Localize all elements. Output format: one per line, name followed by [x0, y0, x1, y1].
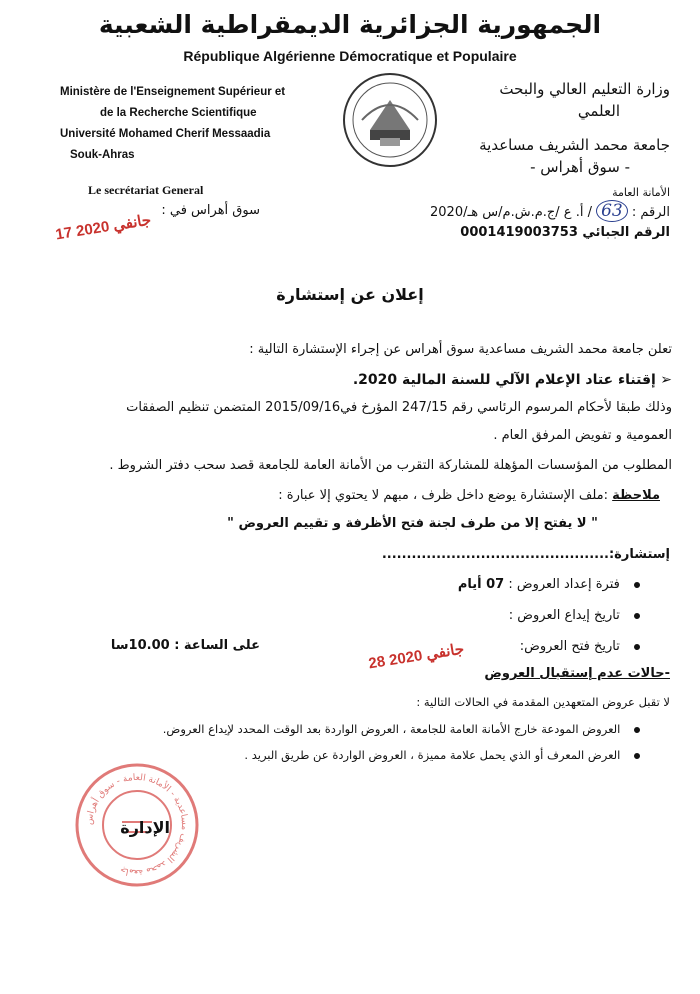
ministry-ar-line-2: العلمي [577, 102, 620, 120]
subject-text: إقتناء عتاد الإعلام الآلي للسنة المالية 2020. [352, 372, 656, 388]
subject-line [80, 372, 682, 388]
reference-line [370, 201, 670, 221]
rejection-intro: لا تقبل عروض المتعهدين المقدمة في الحالات التالية : [416, 695, 670, 709]
opening-time: على الساعة : 10.00سا [110, 638, 260, 653]
secretariat-fr: Le secrétariat General [88, 183, 204, 197]
envelope-phrase: " لا يفتح إلا من طرف لجنة فتح الأظرفة و تقييم العروض " [227, 516, 598, 531]
ministry-fr-line-2: de la Recherche Scientifique [100, 107, 257, 119]
note-label: ملاحظة [612, 488, 660, 503]
tax-id-line [370, 225, 670, 240]
period-label: تاريخ فتح العروض: [519, 639, 620, 654]
period-value: 07 أيام [457, 577, 505, 592]
period-label: فترة إعداد العروض : [504, 577, 620, 592]
rejection-case-1 [120, 722, 640, 736]
period-item-1 [300, 577, 640, 592]
republic-title-fr: République Algérienne Démocratique et Populaire [183, 48, 517, 64]
rejection-case-text: العروض المودعة خارج الأمانة العامة للجامعة ، العروض الواردة بعد الوقت المحدد لإيداع العروض. [162, 722, 621, 736]
legal-reference-2: العمومية و تفويض المرفق العام . [493, 428, 672, 443]
bullet-icon [634, 613, 640, 619]
arrow-bullet-icon: ➢ [655, 372, 672, 388]
city-ar: - سوق أهراس - [530, 158, 630, 176]
tax-id-label: الرقم الجبائي [582, 225, 670, 240]
reference-number: 63 [596, 200, 628, 222]
university-fr: Université Mohamed Cherif Messaadia [60, 128, 271, 140]
request-text: المطلوب من المؤسسات المؤهلة للمشاركة التقرب من الأمانة العامة للجامعة قصد سحب دفتر الشروط . [109, 458, 672, 473]
date-stamp-top: 17 جانفي 2020 [54, 211, 153, 244]
announcement-title: إعلان عن إستشارة [276, 285, 424, 304]
signature-label: الإدارة [120, 818, 170, 837]
bullet-icon [634, 582, 640, 588]
university-logo [340, 70, 440, 170]
note-line [70, 488, 660, 503]
consultation-line: إستشارة:.............................................. [381, 547, 670, 562]
ministry-block-fr [60, 82, 320, 166]
secretariat-ar: الأمانة العامة [612, 186, 670, 199]
bullet-icon [634, 753, 640, 759]
legal-reference-1: وذلك طبقا لأحكام المرسوم الرئاسي رقم 247/15 المؤرخ في2015/09/16 المتضمن تنظيم الصفقات [126, 400, 672, 415]
bullet-icon [634, 727, 640, 733]
note-text: :ملف الإستشارة يوضع داخل ظرف ، مبهم لا يحتوي إلا عبارة : [278, 488, 609, 503]
rejection-heading: -حالات عدم إستقبال العروض [484, 666, 670, 681]
tax-id-value: 0001419003753 [460, 225, 578, 240]
place-date-label: سوق أهراس في : [161, 203, 260, 218]
seal-text: جامعة محمد الشريف مساعدية - الأمانة العامة - سوق أهراس [84, 772, 190, 878]
period-label: تاريخ إيداع العروض : [508, 608, 620, 623]
republic-title-ar: الجمهورية الجزائرية الديمقراطية الشعبية [98, 10, 602, 39]
city-fr: Souk-Ahras [70, 149, 135, 161]
period-item-3 [300, 639, 640, 654]
university-ar: جامعة محمد الشريف مساعدية [479, 136, 670, 154]
reference-label: الرقم : [631, 205, 670, 220]
rejection-case-text: العرض المعرف أو الذي يحمل علامة مميزة ، العروض الواردة عن طريق البريد . [244, 748, 621, 762]
ministry-fr-line-1: Ministère de l'Enseignement Supérieur et [60, 86, 286, 98]
ministry-block-ar [440, 78, 670, 178]
date-stamp-opening: 28 جانفي 2020 [367, 640, 466, 673]
bullet-icon [634, 644, 640, 650]
ministry-ar-line-1: وزارة التعليم العالي والبحث [499, 80, 670, 98]
intro-text: تعلن جامعة محمد الشريف مساعدية سوق أهراس عن إجراء الإستشارة التالية : [249, 342, 672, 357]
period-item-2 [300, 608, 640, 623]
reference-suffix: / أ. ع /ج.م.ش.م/س هـ/2020 [430, 205, 592, 220]
